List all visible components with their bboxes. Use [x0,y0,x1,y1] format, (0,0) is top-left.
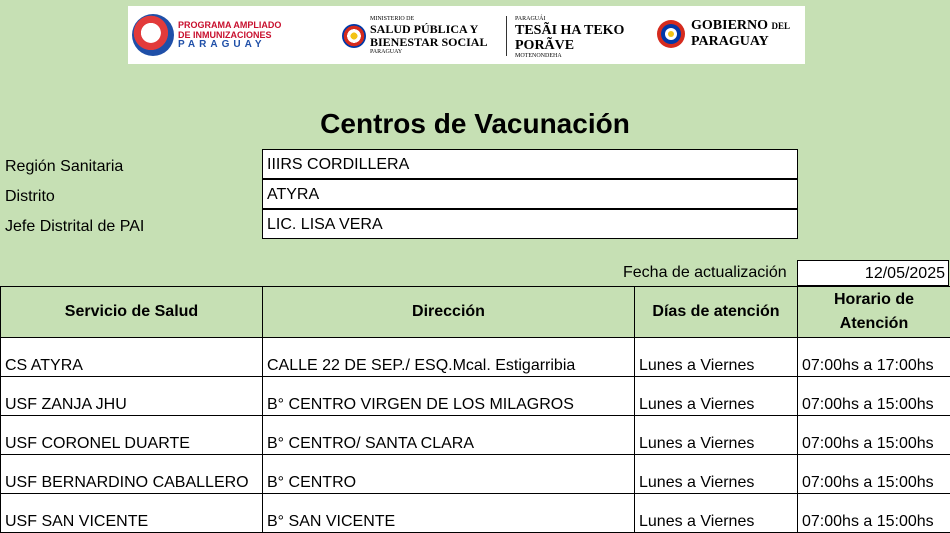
pai-logo-line1: PROGRAMA AMPLIADO [178,20,281,30]
cell-horario[interactable]: 07:00hs a 15:00hs [798,494,950,533]
pai-logo [132,14,281,56]
update-date-value[interactable]: 12/05/2025 [797,260,949,286]
cell-dias[interactable]: Lunes a Viernes [635,494,798,533]
cell-servicio[interactable]: USF BERNARDINO CABALLERO [1,455,263,494]
ministry-logo-top: MINISTERIO DE [370,16,487,23]
chief-label: Jefe Distrital de PAI [5,218,144,236]
cell-horario[interactable]: 07:00hs a 15:00hs [798,416,950,455]
cell-horario[interactable]: 07:00hs a 15:00hs [798,455,950,494]
cell-direccion[interactable]: B° CENTRO [263,455,635,494]
chief-value[interactable]: LIC. LISA VERA [262,209,798,239]
cell-servicio[interactable]: USF SAN VICENTE [1,494,263,533]
update-date-label: Fecha de actualización [623,264,787,282]
gobierno-logo-line1a: GOBIERNO [691,18,768,33]
ministry-seal-icon [342,24,366,48]
gobierno-seal-icon [656,19,686,49]
guarani-logo-line2: PORÃVE [515,38,624,53]
district-value[interactable]: ATYRA [262,179,798,209]
cell-servicio[interactable]: CS ATYRA [1,338,263,377]
cell-horario[interactable]: 07:00hs a 15:00hs [798,377,950,416]
pai-emblem-icon [132,14,174,56]
table-row [1,377,950,416]
guarani-logo-bottom: MOTENONDEHA [515,53,624,60]
district-label: Distrito [5,188,55,206]
table-row [1,455,950,494]
cell-servicio[interactable]: USF ZANJA JHU [1,377,263,416]
logo-divider [506,16,507,56]
cell-direccion[interactable]: B° CENTRO/ SANTA CLARA [263,416,635,455]
guarani-logo [515,16,624,60]
vaccination-centers-table [0,286,950,533]
cell-dias[interactable]: Lunes a Viernes [635,377,798,416]
ministry-logo-bottom: PARAGUAY [370,49,487,56]
cell-horario[interactable]: 07:00hs a 17:00hs [798,338,950,377]
ministry-logo [342,16,487,56]
cell-dias[interactable]: Lunes a Viernes [635,416,798,455]
guarani-logo-top: PARAGUÁI [515,16,624,23]
cell-direccion[interactable]: B° CENTRO VIRGEN DE LOS MILAGROS [263,377,635,416]
table-header-row [1,287,950,338]
gobierno-logo [656,18,790,49]
cell-dias[interactable]: Lunes a Viernes [635,455,798,494]
guarani-logo-line1: TESÃI HA TEKO [515,23,624,38]
region-label: Región Sanitaria [5,158,123,176]
header-servicio: Servicio de Salud [1,287,263,338]
table-row [1,338,950,377]
cell-servicio[interactable]: USF CORONEL DUARTE [1,416,263,455]
cell-direccion[interactable]: CALLE 22 DE SEP./ ESQ.Mcal. Estigarribia [263,338,635,377]
region-value[interactable]: IIIRS CORDILLERA [262,149,798,179]
table-row [1,416,950,455]
ministry-logo-line1: SALUD PÚBLICA Y [370,23,487,36]
header-dias: Días de atención [635,287,798,338]
pai-logo-line2: DE INMUNIZACIONES [178,30,281,40]
header-horario: Horario de Atención [798,287,950,338]
header-direccion: Dirección [263,287,635,338]
ministry-logo-line2: BIENESTAR SOCIAL [370,36,487,49]
pai-logo-line3: PARAGUAY [178,40,281,50]
table-row [1,494,950,533]
gobierno-logo-line2: PARAGUAY [691,34,790,49]
logo-banner [128,6,805,64]
page-title: Centros de Vacunación [0,108,950,140]
cell-dias[interactable]: Lunes a Viernes [635,338,798,377]
gobierno-logo-line1b: DEL [772,21,791,31]
cell-direccion[interactable]: B° SAN VICENTE [263,494,635,533]
